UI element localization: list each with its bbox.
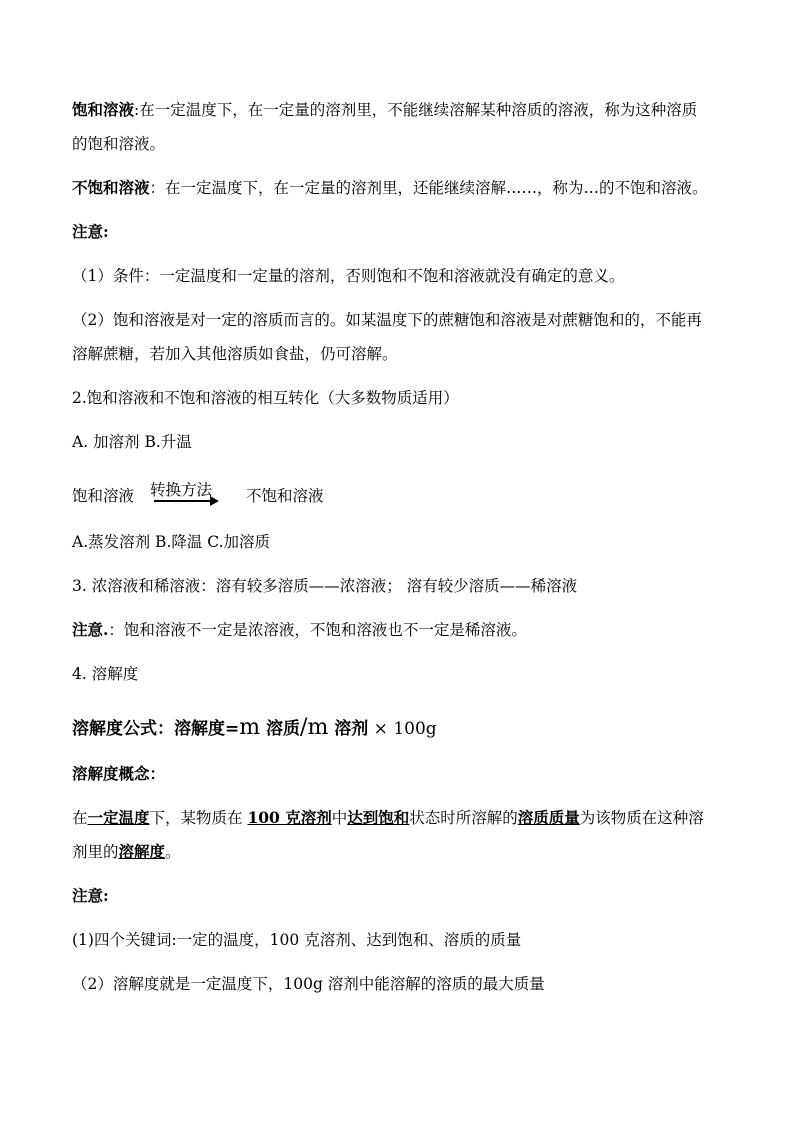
keyword-solubility: 溶解度 [118,842,166,861]
section-3: 3. 浓溶液和稀溶液：溶有较多溶质——浓溶液； 溶有较少溶质——稀溶液 [72,577,578,595]
formula-label: 溶解度公式：溶解度= [72,719,240,739]
methods-saturate: A.蒸发溶剂 B.降温 C.加溶质 [72,533,271,551]
term-saturated: 饱和溶液 [72,100,135,119]
note-2-text: ：饱和溶液不一定是浓溶液，不饱和溶液也不一定是稀溶液。 [108,621,527,639]
arrow-line [154,500,212,502]
concept-text-2: 下，某物质在 [149,809,248,827]
note-2 [72,620,527,640]
note-heading-1: 注意: [72,222,109,241]
para-saturated-line2: 的饱和溶液。 [72,135,166,153]
concept-text-5: 为该物质在这种溶 [579,809,704,827]
keyword-solute-mass: 溶质质量 [517,808,580,827]
keyword-item-2: （2）溶解度就是一定温度下，100g 溶剂中能溶解的溶质的最大质量 [72,975,545,993]
keyword-100g-solvent: 100 克溶剂 [247,808,332,827]
arrow-right-icon [210,496,219,506]
note-heading-3: 注意: [72,886,109,905]
conversion-arrow [150,478,220,506]
concept-line2 [72,842,181,862]
concept-heading: 溶解度概念： [72,764,166,783]
formula-solvent: 溶剂 [328,719,369,739]
conversion-right: 不饱和溶液 [246,487,324,505]
methods-unsaturate: A. 加溶剂 B.升温 [72,433,192,451]
conversion-arrow-label: 转换方法 [150,481,213,499]
note-item-1: （1）条件：一定温度和一定量的溶剂，否则饱和不饱和溶液就没有确定的意义。 [72,267,625,285]
concept-line1 [72,808,704,828]
note-2-label: 注意. [72,620,109,639]
formula-slash: / [300,715,308,740]
formula-m-solute: m [239,715,261,740]
unsaturated-definition: ：在一定温度下，在一定量的溶剂里，还能继续溶解……，称为…的不饱和溶液。 [149,179,708,197]
formula-tail: × 100g [368,719,437,739]
section-2-heading: 2.饱和溶液和不饱和溶液的相互转化（大多数物质适用） [72,389,459,407]
para-unsaturated [72,178,708,198]
concept-text-3: 中 [331,809,348,827]
note-item-2-line1: （2）饱和溶液是对一定的溶质而言的。如某温度下的蔗糖饱和溶液是对蔗糖饱和的，不能再 [72,311,702,329]
note-item-2-line2: 溶解蔗糖，若加入其他溶质如食盐，仍可溶解。 [72,345,398,363]
term-unsaturated: 不饱和溶液 [72,178,150,197]
keyword-saturation: 达到饱和 [347,808,410,827]
formula-m-solvent: m [307,715,329,740]
section-4-heading: 4. 溶解度 [72,665,139,683]
concept-text-1: 在 [72,809,88,827]
para-saturated-line1 [72,100,697,120]
keyword-temperature: 一定温度 [87,808,150,827]
solubility-formula [72,715,437,740]
saturated-definition: :在一定温度下，在一定量的溶剂里，不能继续溶解某种溶质的溶液，称为这种溶质 [134,101,698,119]
conversion-left: 饱和溶液 [72,487,135,505]
concept-text-7: 。 [165,843,181,861]
concept-text-4: 状态时所溶解的 [409,809,518,827]
formula-solute: 溶质 [260,719,301,739]
keyword-item-1: (1)四个关键词:一定的温度，100 克溶剂、达到饱和、溶质的质量 [72,931,522,949]
concept-text-6: 剂里的 [72,843,119,861]
